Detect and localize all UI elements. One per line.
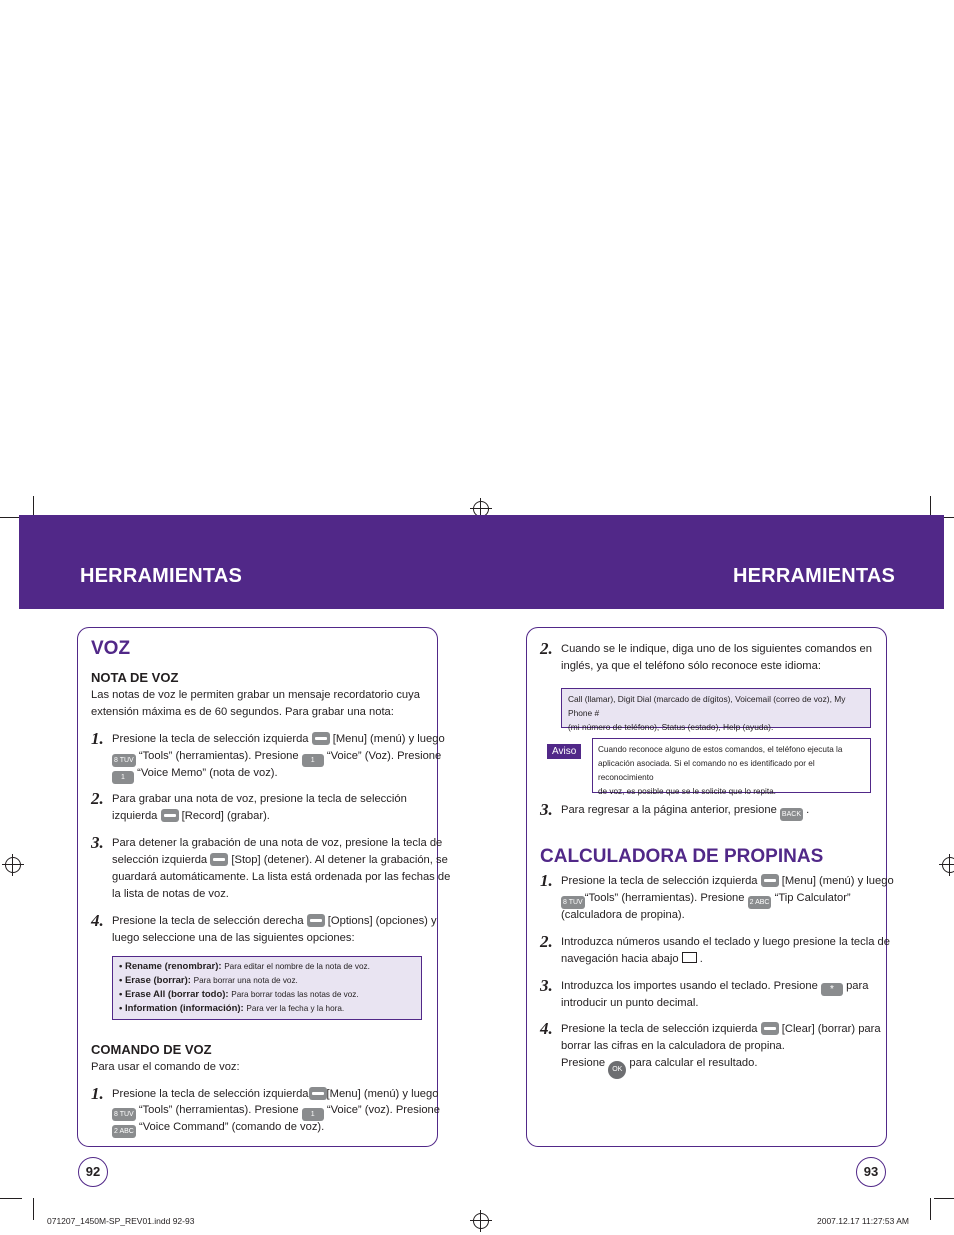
- step-text: Cuando se le indique, diga uno de los siguientes comandos en: [561, 643, 872, 655]
- option-desc: Para borrar una nota de voz.: [193, 976, 298, 985]
- step-text: guardará automáticamente. La lista está ordenada por las fechas de: [112, 871, 451, 883]
- step-text: borrar las cifras en la calculadora de propina.: [561, 1040, 785, 1052]
- option-label: • Erase (borrar):: [119, 975, 191, 986]
- step-number: 3.: [91, 833, 104, 852]
- step-number: 1.: [91, 729, 104, 748]
- left-soft-key-icon: [161, 809, 179, 822]
- footer-timestamp: 2007.12.17 11:27:53 AM: [817, 1216, 910, 1226]
- crop-mark: [930, 1198, 931, 1220]
- step-text-part: “Voice” (voz). Presione: [326, 1104, 441, 1116]
- step-text: luego seleccione una de las siguientes opciones:: [112, 932, 355, 944]
- step-text-part: Presione la tecla de selección derecha: [112, 915, 304, 927]
- step-text: [561, 1021, 881, 1038]
- step-text: [561, 978, 868, 996]
- step-text-part: “Tip Calculator”: [774, 892, 851, 904]
- step-text-part: “Tools” (herramientas). Presione: [138, 750, 299, 762]
- key-2-icon: 2 ABC: [112, 1125, 136, 1138]
- step-text-part: selección izquierda: [112, 854, 208, 866]
- step-text-part: Para regresar a la página anterior, presione: [561, 804, 777, 816]
- step-text-part: .: [806, 804, 810, 816]
- step-number: 2.: [540, 639, 553, 658]
- step-text: inglés, ya que el teléfono sólo reconoce este idioma:: [561, 660, 821, 672]
- step-text: [112, 852, 448, 869]
- aviso-line: de voz, es posible que se le solicite que lo repita.: [598, 787, 776, 796]
- nav-down-key-icon: [682, 952, 697, 963]
- step-text: [112, 731, 445, 748]
- intro-line: Para usar el comando de voz:: [91, 1061, 240, 1073]
- step-text: introducir un punto decimal.: [561, 997, 699, 1009]
- option-label: • Information (información):: [119, 1003, 244, 1014]
- step-text: [112, 808, 270, 825]
- option-item: [119, 960, 415, 974]
- section-title-voz: VOZ: [91, 638, 131, 659]
- commands-box: [561, 688, 871, 732]
- step-text-part: para calcular el resultado.: [629, 1057, 758, 1069]
- step-text: la lista de notas de voz.: [112, 888, 229, 900]
- key-1-icon: 1: [302, 1108, 324, 1121]
- step-text-part: “Tools” (herramientas). Presione: [138, 1104, 299, 1116]
- step-number: 3.: [540, 976, 553, 995]
- option-label: • Rename (renombrar):: [119, 961, 222, 972]
- step-number: 4.: [540, 1019, 553, 1038]
- step-text-part: Presione la tecla de selección izquierda: [561, 1023, 758, 1035]
- step-text-part: [Menu] (menú) y luego: [332, 733, 445, 745]
- aviso-line: aplicación asociada. Si el comando no es identificado por el reconocimiento: [598, 759, 815, 782]
- step-text-part: [Stop] (detener). Al detener la grabación, se: [231, 854, 448, 866]
- aviso-box: [592, 738, 871, 796]
- aviso-line: Cuando reconoce alguno de estos comandos, el teléfono ejecuta la: [598, 745, 843, 754]
- aviso-tag: Aviso: [547, 744, 581, 759]
- step-text-part: Presione la tecla de selección izquierda: [112, 733, 309, 745]
- step-text-part: [Clear] (borrar) para: [781, 1023, 881, 1035]
- crop-mark: [934, 1198, 954, 1199]
- section-title-calculadora: CALCULADORA DE PROPINAS: [540, 846, 824, 867]
- step-text-part: Presione la tecla de selección izquierda: [112, 1088, 309, 1100]
- option-desc: Para editar el nombre de la nota de voz.: [224, 962, 370, 971]
- step-text-part: .: [699, 953, 703, 965]
- step-text-part: “Voice Command” (comando de voz).: [138, 1121, 325, 1133]
- commands-line: Call (llamar), Digit Dial (marcado de dígitos), Voicemail (correo de voz), My Phone #: [568, 694, 846, 718]
- step-text-part: “Voice” (Voz). Presione: [326, 750, 442, 762]
- step-text: (calculadora de propina).: [561, 909, 685, 921]
- ok-key-icon: OK: [608, 1061, 626, 1079]
- option-desc: Para ver la fecha y la hora.: [246, 1004, 345, 1013]
- commands-line: (mi número de teléfono), Status (estado), Help (ayuda).: [568, 722, 774, 732]
- step-text-part: Presione: [561, 1057, 606, 1069]
- key-2-icon: 2 ABC: [748, 896, 772, 909]
- step-number: 1.: [540, 871, 553, 890]
- option-item: [119, 988, 415, 1002]
- step-text-part: para: [846, 980, 869, 992]
- left-soft-key-icon: [309, 1087, 327, 1100]
- registration-mark-icon: [942, 857, 954, 873]
- step-text-part: navegación hacia abajo: [561, 953, 679, 965]
- star-key-icon: *: [821, 983, 843, 996]
- option-item: [119, 974, 415, 988]
- step-text-part: [Record] (grabar).: [181, 810, 270, 822]
- subtitle-nota-de-voz: NOTA DE VOZ: [91, 670, 179, 685]
- step-text-part: “Voice Memo” (nota de voz).: [137, 767, 278, 779]
- step-text-part: [Options] (opciones) y: [327, 915, 437, 927]
- crop-mark: [0, 1198, 22, 1199]
- step-text: [112, 765, 278, 784]
- step-text: [112, 1119, 324, 1138]
- intro-line: extensión máxima es de 60 segundos. Para grabar una nota:: [91, 706, 394, 718]
- step-text-part: [Menu] (menú) y luego: [326, 1088, 439, 1100]
- step-text-part: “Tools” (herramientas). Presione: [584, 892, 745, 904]
- crop-mark: [33, 1198, 34, 1220]
- header-band: [19, 515, 944, 609]
- back-key-icon: BACK: [780, 808, 803, 821]
- right-page-title: HERRAMIENTAS: [733, 565, 896, 587]
- step-text-part: Presione la tecla de selección izquierda: [561, 875, 758, 887]
- options-box: [112, 956, 422, 1020]
- subtitle-comando-de-voz: COMANDO DE VOZ: [91, 1042, 212, 1057]
- footer-file-info: 071207_1450M-SP_REV01.indd 92-93: [47, 1216, 195, 1226]
- step-text: Introduzca números usando el teclado y luego presione la tecla de: [561, 936, 890, 948]
- step-text: [112, 913, 437, 930]
- step-number: 1.: [91, 1084, 104, 1103]
- step-text: Para grabar una nota de voz, presione la tecla de selección: [112, 793, 407, 805]
- right-soft-key-icon: [307, 914, 325, 927]
- registration-mark-icon: [473, 1213, 489, 1229]
- step-text: [561, 873, 894, 890]
- key-8-icon: 8 TUV: [112, 1108, 136, 1121]
- step-number: 2.: [91, 789, 104, 808]
- step-text-part: [Menu] (menú) y luego: [781, 875, 894, 887]
- page-number-left: 92: [78, 1157, 108, 1187]
- registration-mark-icon: [5, 857, 21, 873]
- key-1-icon: 1: [302, 754, 324, 767]
- step-text-part: izquierda: [112, 810, 158, 822]
- option-item: [119, 1002, 415, 1016]
- step-number: 3.: [540, 800, 553, 819]
- left-soft-key-icon: [761, 1022, 779, 1035]
- option-desc: Para borrar todas las notas de voz.: [231, 990, 359, 999]
- step-text: Para detener la grabación de una nota de voz, presione la tecla de: [112, 837, 443, 849]
- left-page-title: HERRAMIENTAS: [80, 565, 243, 587]
- step-number: 4.: [91, 911, 104, 930]
- step-number: 2.: [540, 932, 553, 951]
- step-text: [561, 951, 703, 968]
- step-text: [561, 802, 809, 821]
- option-label: • Erase All (borrar todo):: [119, 989, 229, 1000]
- intro-line: Las notas de voz le permiten grabar un mensaje recordatorio cuya: [91, 689, 420, 701]
- step-text: [112, 1086, 438, 1103]
- key-8-icon: 8 TUV: [561, 896, 585, 909]
- left-soft-key-icon: [312, 732, 330, 745]
- page-number-right: 93: [856, 1157, 886, 1187]
- step-text-part: Introduzca los importes usando el teclado. Presione: [561, 980, 818, 992]
- key-1-icon: 1: [112, 771, 134, 784]
- left-soft-key-icon: [210, 853, 228, 866]
- left-soft-key-icon: [761, 874, 779, 887]
- key-8-icon: 8 TUV: [112, 754, 136, 767]
- step-text: [561, 1055, 757, 1079]
